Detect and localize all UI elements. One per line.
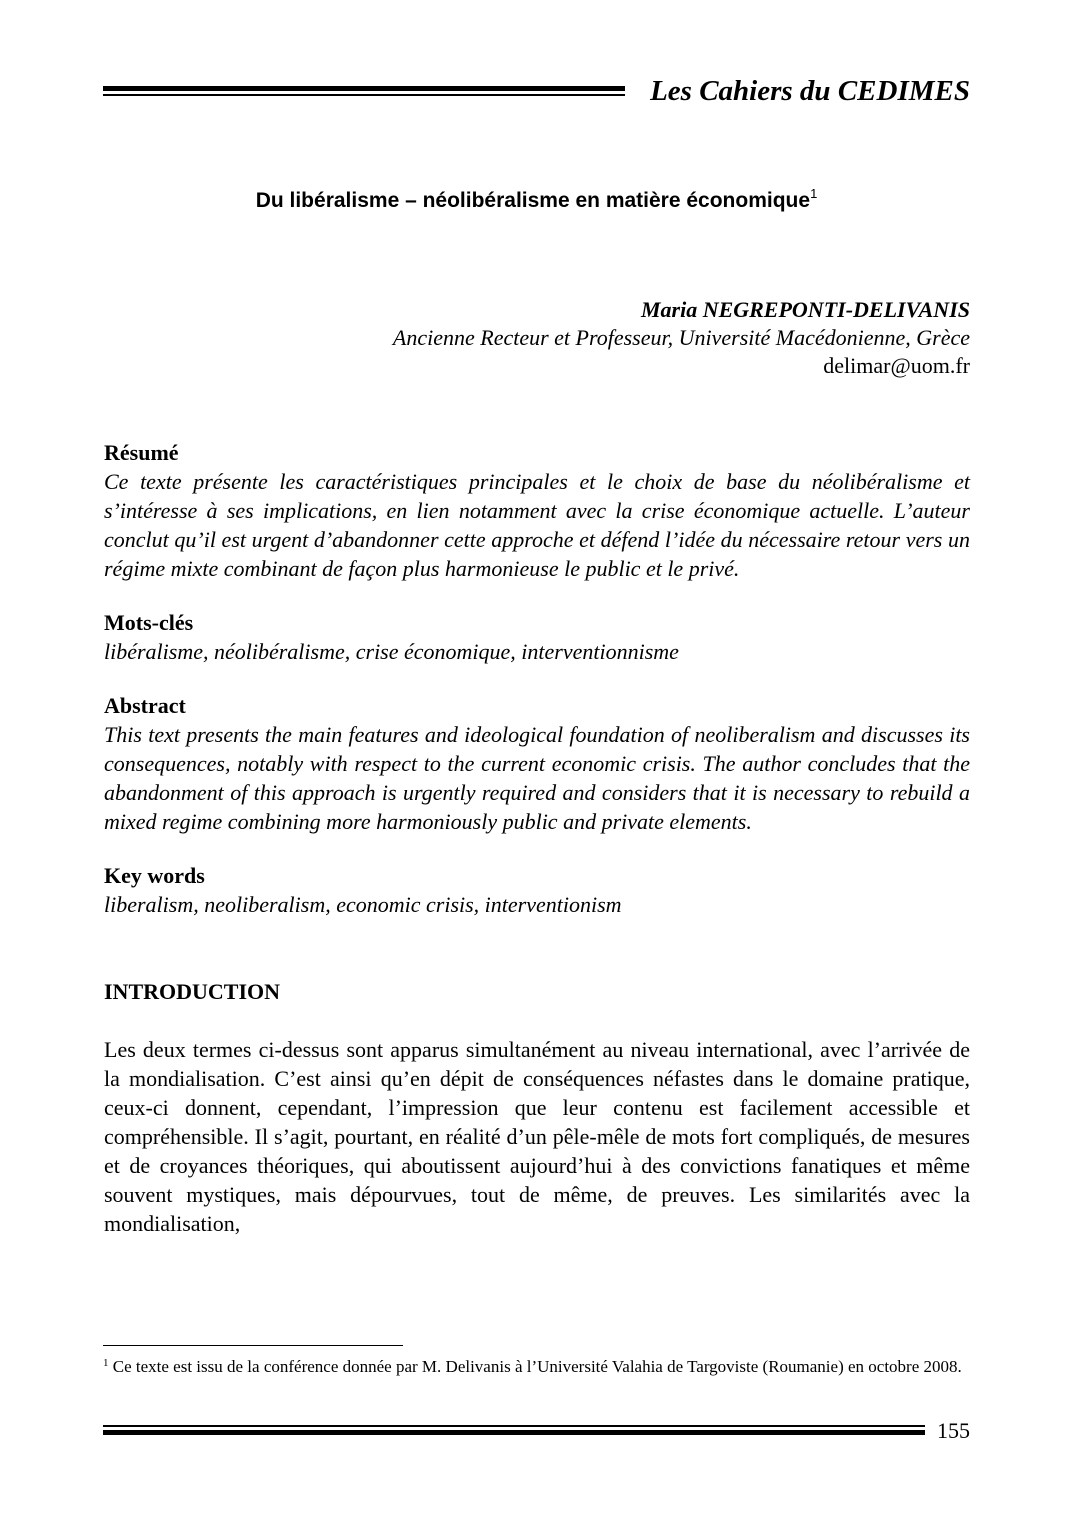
header-rule-thick	[103, 86, 625, 91]
resume-text: Ce texte présente les caractéristiques principales et le choix de base du néolibéralisme et s’intéresse à ses implications, en lien notamment avec la crise économique actuelle. L’auteur conclut qu’il est urgent d’abandonner cette approche et défend l’idée du nécessaire retour vers un régime mixte combinant de façon plus harmonieuse le public et le privé.	[104, 469, 970, 581]
page-number: 155	[937, 1418, 970, 1443]
keywords-text: liberalism, neoliberalism, economic crisis, interventionism	[104, 892, 622, 917]
footnote-text: Ce texte est issu de la conférence donnée par M. Delivanis à l’Université Valahia de Targoviste (Roumanie) en octobre 2008.	[112, 1357, 962, 1376]
author-name: Maria NEGREPONTI-DELIVANIS	[640, 297, 970, 322]
footnote	[103, 1355, 969, 1379]
journal-title: Les Cahiers du CEDIMES	[650, 75, 970, 107]
footnote-number: 1	[103, 1357, 109, 1369]
introduction-text: Les deux termes ci-dessus sont apparus simultanément au niveau international, avec l’arrivée de la mondialisation. C’est ainsi qu’en dépit de conséquences néfastes dans le domaine pratique, ceux-ci donnent, cependant, l’impression que leur contenu est facilement accessible et compréhensible. Il s’agit, pourtant, en réalité d’un pêle-mêle de mots fort compliqués, de mesures et de croyances théoriques, qui aboutissent aujourd’hui à des convictions fanatiques et même souvent mystiques, mais dépourvues, tout de même, de preuves. Les similarités avec la mondialisation,	[104, 1037, 970, 1236]
author-affiliation: Ancienne Recteur et Professeur, Université Macédonienne, Grèce	[392, 325, 970, 350]
abstract-heading: Abstract	[104, 693, 186, 718]
mots-cles-text: libéralisme, néolibéralisme, crise économique, interventionnisme	[104, 639, 679, 664]
footer-rule-thick	[103, 1430, 925, 1435]
article-body	[104, 438, 970, 1238]
mots-cles-heading: Mots-clés	[104, 610, 194, 635]
article-title-text: Du libéralisme – néolibéralisme en matière économique	[255, 189, 811, 212]
author-block	[393, 296, 970, 380]
footer-double-rule	[103, 1425, 925, 1436]
footnote-separator	[103, 1345, 403, 1346]
header-double-rule	[103, 86, 625, 96]
resume-heading: Résumé	[104, 440, 179, 465]
introduction-heading: INTRODUCTION	[104, 979, 281, 1004]
footer-rule-thin	[103, 1425, 925, 1427]
article-title	[0, 187, 1073, 215]
header-rule-thin	[103, 94, 625, 96]
abstract-text: This text presents the main features and ideological foundation of neoliberalism and discusses its consequences, notably with respect to the current economic crisis. The author concludes that the abandonment of this approach is urgently required and considers that it is necessary to rebuild a mixed regime combining more harmoniously public and private elements.	[104, 722, 970, 834]
author-email[interactable]: delimar@uom.fr	[823, 353, 970, 378]
title-footnote-ref[interactable]: 1	[810, 186, 818, 201]
keywords-heading: Key words	[104, 863, 205, 888]
